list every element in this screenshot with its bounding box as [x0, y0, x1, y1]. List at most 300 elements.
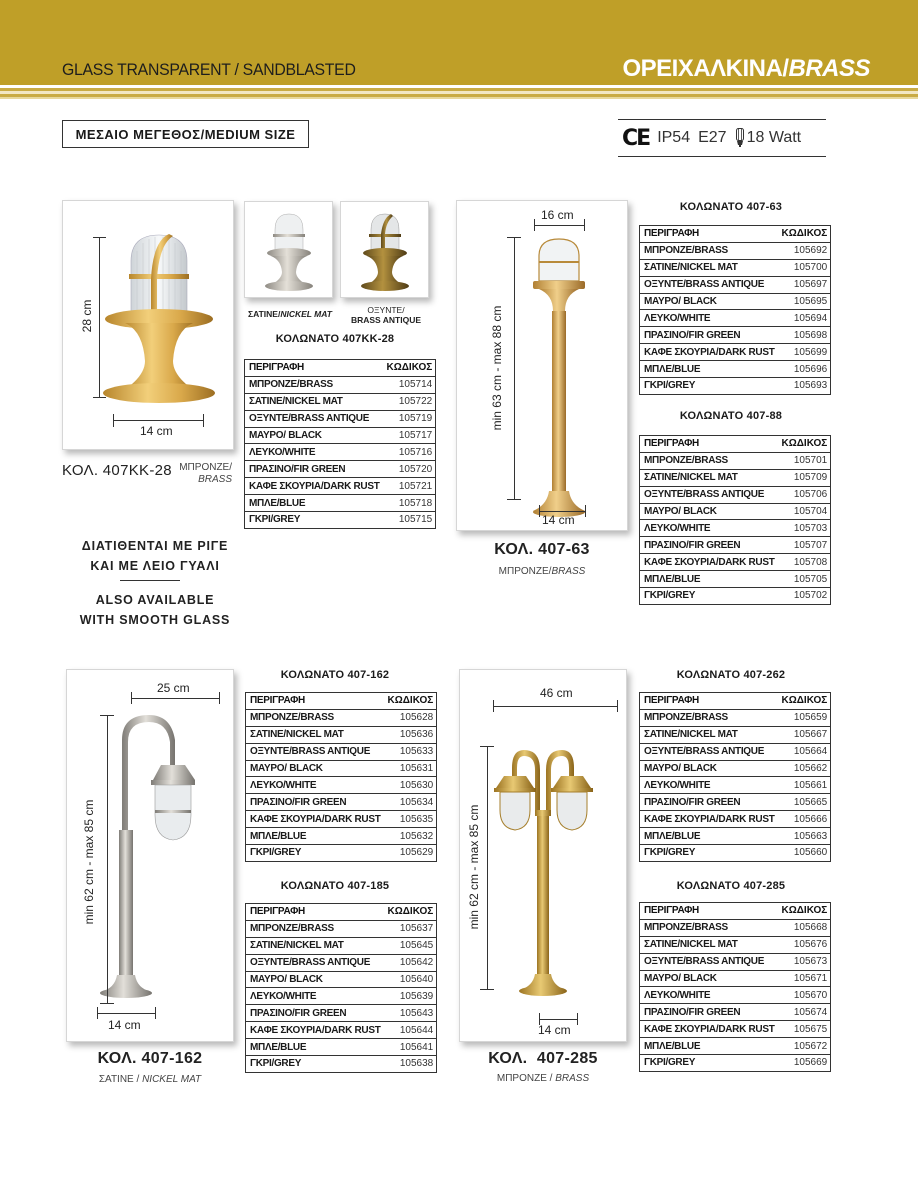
- finish-description: ΜΠΛΕ/BLUE: [245, 495, 383, 512]
- table-row: [640, 811, 831, 828]
- wattage: 18 Watt: [746, 129, 802, 146]
- ip-rating: IP54: [657, 129, 691, 146]
- column-header-code: ΚΩΔΙΚΟΣ: [387, 906, 434, 918]
- product-code: 105701: [778, 452, 831, 469]
- column-header-description: ΠΕΡΙΓΡΑΦΗ: [644, 695, 699, 707]
- product-code: 105663: [778, 828, 831, 845]
- note-divider: [120, 580, 180, 581]
- product-code: 105637: [384, 920, 437, 937]
- table-row: [246, 726, 437, 743]
- finish-description: ΛΕΥΚΟ/WHITE: [246, 777, 384, 794]
- product-code: 105643: [384, 1005, 437, 1022]
- product-photo-407-285: [459, 669, 627, 1042]
- product-code: 105665: [778, 794, 831, 811]
- dim-tick: [203, 414, 204, 427]
- finish-description: ΛΕΥΚΟ/WHITE: [640, 987, 778, 1004]
- product-code: 105635: [384, 811, 437, 828]
- lamp-407-285-image: [460, 670, 628, 1043]
- product-code: 105695: [778, 293, 831, 310]
- product-code: 105692: [778, 242, 831, 259]
- finish-description: ΜΑΥΡΟ/ BLACK: [640, 970, 778, 987]
- product-code: 105704: [778, 503, 831, 520]
- finish-description: ΠΡΑΣΙΝΟ/FIR GREEN: [640, 327, 778, 344]
- finish-label-407-63: [456, 566, 628, 577]
- finish-description: ΚΑΦΕ ΣΚΟΥΡΙΑ/DARK RUST: [640, 344, 778, 361]
- dim-tick: [480, 989, 494, 990]
- table-row: [246, 760, 437, 777]
- product-code: 105659: [778, 709, 831, 726]
- finish-description: ΜΠΡΟΝΖΕ/BRASS: [640, 919, 778, 936]
- table-row: [246, 777, 437, 794]
- product-code: 105694: [778, 310, 831, 327]
- dim-tick: [584, 219, 585, 231]
- product-code: 105629: [384, 845, 437, 862]
- width-dimension-label: 46 cm: [540, 686, 573, 700]
- finish-description: ΠΡΑΣΙΝΟ/FIR GREEN: [246, 794, 384, 811]
- finish-description: ΜΑΥΡΟ/ BLACK: [640, 503, 778, 520]
- table-header-row: [245, 360, 436, 377]
- finish-description: ΜΑΥΡΟ/ BLACK: [246, 971, 384, 988]
- product-code: 105628: [384, 709, 437, 726]
- product-code: 105662: [778, 760, 831, 777]
- table-row: [640, 554, 831, 571]
- column-header-description: ΠΕΡΙΓΡΑΦΗ: [644, 438, 699, 450]
- finish-description: ΠΡΑΣΙΝΟ/FIR GREEN: [640, 1004, 778, 1021]
- dim-tick: [617, 700, 618, 712]
- finish-description: ΟΞΥΝΤΕ/BRASS ANTIQUE: [640, 486, 778, 503]
- dim-tick: [534, 219, 535, 231]
- table-row: [246, 811, 437, 828]
- dim-tick: [507, 499, 521, 500]
- product-code: 105716: [383, 444, 436, 461]
- table-row: [245, 427, 436, 444]
- finish-description: ΜΠΛΕ/BLUE: [640, 571, 778, 588]
- product-code: 105638: [384, 1056, 437, 1073]
- finish-description: ΜΠΡΟΝΖΕ/BRASS: [246, 709, 384, 726]
- table-row: [640, 469, 831, 486]
- code-table-407-88: [639, 435, 831, 605]
- table-row: [640, 276, 831, 293]
- table-row: [640, 760, 831, 777]
- table-header-row: [640, 903, 831, 920]
- energy-saving-bulb-icon: [735, 128, 745, 148]
- column-header-code: ΚΩΔΙΚΟΣ: [781, 905, 828, 917]
- finish-description: ΜΠΛΕ/BLUE: [640, 828, 778, 845]
- table-row: [640, 726, 831, 743]
- finish-description: ΣΑΤΙΝΕ/NICKEL MAT: [640, 259, 778, 276]
- note-line: ΔΙΑΤΙΘΕΝΤΑΙ ΜΕ ΡΙΓΕ: [81, 539, 229, 553]
- width-dimension-line: [493, 706, 617, 707]
- table-row: [246, 794, 437, 811]
- finish-label-407kk-28: [174, 462, 232, 486]
- column-header-code: ΚΩΔΙΚΟΣ: [781, 228, 828, 240]
- product-code: 105634: [384, 794, 437, 811]
- table-row: [640, 1004, 831, 1021]
- finish-description: ΜΑΥΡΟ/ BLACK: [245, 427, 383, 444]
- column-header-description: ΠΕΡΙΓΡΑΦΗ: [250, 695, 305, 707]
- finish-description: ΜΠΛΕ/BLUE: [246, 1039, 384, 1056]
- product-code: 105671: [778, 970, 831, 987]
- product-code: 105645: [384, 937, 437, 954]
- model-label-407kk-28: ΚΟΛ. 407ΚΚ-28: [62, 462, 172, 479]
- finish-label-407-162: [66, 1074, 234, 1085]
- table-row: [245, 444, 436, 461]
- table-title-407-162: ΚΟΛΩΝΑΤΟ 407-162: [280, 669, 390, 681]
- finish-greek: ΜΠΡΟΝΖΕ /: [496, 1073, 556, 1084]
- table-row: [246, 1022, 437, 1039]
- product-code: 105706: [778, 486, 831, 503]
- table-header-row: [640, 436, 831, 453]
- finish-description: ΣΑΤΙΝΕ/NICKEL MAT: [246, 937, 384, 954]
- finish-description: ΚΑΦΕ ΣΚΟΥΡΙΑ/DARK RUST: [640, 1021, 778, 1038]
- finish-description: ΠΡΑΣΙΝΟ/FIR GREEN: [246, 1005, 384, 1022]
- table-row: [246, 1056, 437, 1073]
- finish-description: ΠΡΑΣΙΝΟ/FIR GREEN: [245, 461, 383, 478]
- table-row: [640, 794, 831, 811]
- dim-tick: [97, 1007, 98, 1019]
- table-title-407-185: ΚΟΛΩΝΑΤΟ 407-185: [280, 880, 390, 892]
- variant-greek: ΟΞΥΝΤΕ/: [367, 305, 405, 315]
- finish-description: ΣΑΤΙΝΕ/NICKEL MAT: [640, 726, 778, 743]
- table-row: [640, 987, 831, 1004]
- size-label: ΜΕΣΑΙΟ ΜΕΓΕΘΟΣ/MEDIUM SIZE: [62, 120, 309, 148]
- table-row: [245, 461, 436, 478]
- dim-tick: [493, 700, 494, 712]
- product-code: 105670: [778, 987, 831, 1004]
- finish-description: ΣΑΤΙΝΕ/NICKEL MAT: [640, 936, 778, 953]
- finish-description: ΟΞΥΝΤΕ/BRASS ANTIQUE: [640, 276, 778, 293]
- glass-availability-note-english: [60, 590, 250, 630]
- product-code: 105636: [384, 726, 437, 743]
- table-row: [640, 936, 831, 953]
- finish-description: ΓΚΡΙ/GREY: [640, 1055, 778, 1072]
- finish-description: ΠΡΑΣΙΝΟ/FIR GREEN: [640, 794, 778, 811]
- table-row: [640, 452, 831, 469]
- finish-description: ΓΚΡΙ/GREY: [246, 845, 384, 862]
- table-row: [246, 1039, 437, 1056]
- width-dimension-line: [534, 225, 584, 226]
- table-title-407-262: ΚΟΛΩΝΑΤΟ 407-262: [676, 669, 786, 681]
- finish-description: ΚΑΦΕ ΣΚΟΥΡΙΑ/DARK RUST: [640, 811, 778, 828]
- finish-description: ΜΠΡΟΝΖΕ/BRASS: [246, 920, 384, 937]
- product-code: 105707: [778, 537, 831, 554]
- product-code: 105640: [384, 971, 437, 988]
- height-dimension-label: min 62 cm - max 85 cm: [467, 804, 481, 930]
- product-code: 105639: [384, 988, 437, 1005]
- table-row: [246, 920, 437, 937]
- table-row: [640, 242, 831, 259]
- code-table-407kk-28: [244, 359, 436, 529]
- base-dimension-line: [539, 1019, 577, 1020]
- dim-tick: [131, 692, 132, 704]
- variant-caption-antique: [338, 305, 434, 325]
- finish-description: ΛΕΥΚΟ/WHITE: [245, 444, 383, 461]
- column-header-description: ΠΕΡΙΓΡΑΦΗ: [644, 905, 699, 917]
- product-code: 105702: [778, 588, 831, 605]
- column-header-code: ΚΩΔΙΚΟΣ: [781, 695, 828, 707]
- finish-english: BRASS: [555, 1073, 590, 1084]
- table-row: [640, 588, 831, 605]
- dim-tick: [93, 237, 106, 238]
- socket-type: E27: [698, 129, 727, 146]
- dim-tick: [93, 397, 106, 398]
- product-code: 105642: [384, 954, 437, 971]
- product-code: 105644: [384, 1022, 437, 1039]
- column-header-code: ΚΩΔΙΚΟΣ: [386, 362, 433, 374]
- dim-tick: [100, 715, 114, 716]
- base-dimension-line: [539, 511, 585, 512]
- table-row: [246, 1005, 437, 1022]
- product-code: 105661: [778, 777, 831, 794]
- product-code: 105641: [384, 1039, 437, 1056]
- model-label-407-285: ΚΟΛ. 407-285: [488, 1050, 598, 1067]
- lamp-antique-variant-image: [341, 202, 430, 299]
- dim-tick: [100, 1003, 114, 1004]
- table-row: [640, 537, 831, 554]
- table-header-row: [246, 904, 437, 921]
- variant-english: NICKEL MAT: [280, 309, 332, 319]
- table-row: [245, 512, 436, 529]
- column-header-code: ΚΩΔΙΚΟΣ: [387, 695, 434, 707]
- product-code: 105709: [778, 469, 831, 486]
- note-line: ΚΑΙ ΜΕ ΛΕΙΟ ΓΥΑΛΙ: [90, 559, 220, 573]
- product-code: 105714: [383, 376, 436, 393]
- table-row: [640, 1021, 831, 1038]
- dim-tick: [585, 505, 586, 517]
- variant-photo-brass-antique: [340, 201, 429, 298]
- finish-description: ΟΞΥΝΤΕ/BRASS ANTIQUE: [246, 743, 384, 760]
- height-dimension-label: 28 cm: [80, 299, 94, 333]
- product-code: 105708: [778, 554, 831, 571]
- finish-description: ΜΠΡΟΝΖΕ/BRASS: [640, 242, 778, 259]
- table-row: [246, 828, 437, 845]
- column-header-code: ΚΩΔΙΚΟΣ: [781, 438, 828, 450]
- table-row: [640, 259, 831, 276]
- lamp-407-63-image: [457, 201, 629, 532]
- product-code: 105660: [778, 845, 831, 862]
- glass-availability-note-greek: [60, 536, 250, 576]
- product-code: 105664: [778, 743, 831, 760]
- dim-tick: [539, 505, 540, 517]
- finish-description: ΚΑΦΕ ΣΚΟΥΡΙΑ/DARK RUST: [640, 554, 778, 571]
- base-dimension-label: 14 cm: [538, 1023, 571, 1037]
- finish-description: ΜΠΛΕ/BLUE: [640, 361, 778, 378]
- category-english: BRASS: [788, 55, 870, 82]
- product-code: 105676: [778, 936, 831, 953]
- product-code: 105722: [383, 393, 436, 410]
- finish-english: BRASS: [551, 566, 586, 577]
- product-code: 105718: [383, 495, 436, 512]
- category-greek: ΟΡΕΙΧΑΛΚΙΝΑ/: [622, 55, 789, 82]
- dim-tick: [577, 1013, 578, 1025]
- table-row: [246, 937, 437, 954]
- product-code: 105675: [778, 1021, 831, 1038]
- product-code: 105697: [778, 276, 831, 293]
- code-table-407-185: [245, 903, 437, 1073]
- base-dimension-line: [113, 420, 203, 421]
- finish-description: ΛΕΥΚΟ/WHITE: [640, 777, 778, 794]
- table-row: [640, 777, 831, 794]
- dim-tick: [113, 414, 114, 427]
- product-code: 105699: [778, 344, 831, 361]
- table-row: [245, 478, 436, 495]
- note-line: WITH SMOOTH GLASS: [79, 613, 231, 627]
- table-row: [246, 743, 437, 760]
- ce-mark-icon: CE: [622, 125, 650, 151]
- finish-english: BRASS: [198, 474, 232, 485]
- width-dimension-label: 25 cm: [157, 681, 190, 695]
- page-header: [0, 0, 918, 85]
- table-row: [640, 503, 831, 520]
- variant-caption-nickel: [242, 309, 338, 319]
- product-code: 105717: [383, 427, 436, 444]
- header-stripe: [0, 97, 918, 99]
- product-code: 105673: [778, 953, 831, 970]
- dim-tick: [507, 237, 521, 238]
- table-row: [246, 988, 437, 1005]
- finish-description: ΜΠΡΟΝΖΕ/BRASS: [245, 376, 383, 393]
- product-code: 105696: [778, 361, 831, 378]
- finish-description: ΣΑΤΙΝΕ/NICKEL MAT: [640, 469, 778, 486]
- product-code: 105674: [778, 1004, 831, 1021]
- finish-description: ΓΚΡΙ/GREY: [640, 378, 778, 395]
- finish-description: ΛΕΥΚΟ/WHITE: [640, 520, 778, 537]
- product-code: 105667: [778, 726, 831, 743]
- product-code: 105632: [384, 828, 437, 845]
- product-code: 105633: [384, 743, 437, 760]
- finish-description: ΜΠΛΕ/BLUE: [640, 1038, 778, 1055]
- table-row: [640, 743, 831, 760]
- finish-greek: ΜΠΡΟΝΖΕ/: [179, 462, 232, 473]
- product-code: 105700: [778, 259, 831, 276]
- height-dimension-line: [487, 746, 488, 989]
- finish-description: ΠΡΑΣΙΝΟ/FIR GREEN: [640, 537, 778, 554]
- table-row: [640, 327, 831, 344]
- spec-bar: [618, 119, 826, 157]
- table-row: [640, 571, 831, 588]
- table-row: [640, 919, 831, 936]
- finish-description: ΜΑΥΡΟ/ BLACK: [640, 293, 778, 310]
- product-code: 105715: [383, 512, 436, 529]
- product-code: 105669: [778, 1055, 831, 1072]
- height-dimension-line: [107, 715, 108, 1003]
- table-row: [640, 953, 831, 970]
- table-row: [245, 393, 436, 410]
- product-code: 105721: [383, 478, 436, 495]
- model-label-407-63: ΚΟΛ. 407-63: [494, 541, 590, 558]
- finish-description: ΟΞΥΝΤΕ/BRASS ANTIQUE: [640, 953, 778, 970]
- finish-description: ΓΚΡΙ/GREY: [246, 1056, 384, 1073]
- variant-photo-nickel-mat: [244, 201, 333, 298]
- table-title-407-285: ΚΟΛΩΝΑΤΟ 407-285: [676, 880, 786, 892]
- product-code: 105703: [778, 520, 831, 537]
- note-line: ALSO AVAILABLE: [95, 593, 215, 607]
- finish-description: ΚΑΦΕ ΣΚΟΥΡΙΑ/DARK RUST: [246, 1022, 384, 1039]
- column-header-description: ΠΕΡΙΓΡΑΦΗ: [250, 906, 305, 918]
- product-code: 105631: [384, 760, 437, 777]
- table-title-407kk-28: ΚΟΛΩΝΑΤΟ 407ΚΚ-28: [275, 333, 395, 345]
- finish-description: ΓΚΡΙ/GREY: [245, 512, 383, 529]
- product-code: 105693: [778, 378, 831, 395]
- product-code: 105698: [778, 327, 831, 344]
- finish-description: ΛΕΥΚΟ/WHITE: [640, 310, 778, 327]
- table-row: [640, 310, 831, 327]
- product-photo-407-162: [66, 669, 234, 1042]
- finish-description: ΜΠΛΕ/BLUE: [246, 828, 384, 845]
- finish-description: ΟΞΥΝΤΕ/BRASS ANTIQUE: [245, 410, 383, 427]
- finish-description: ΟΞΥΝΤΕ/BRASS ANTIQUE: [246, 954, 384, 971]
- product-code: 105705: [778, 571, 831, 588]
- table-row: [640, 828, 831, 845]
- finish-description: ΣΑΤΙΝΕ/NICKEL MAT: [245, 393, 383, 410]
- width-dimension-line: [131, 698, 219, 699]
- height-dimension-line: [514, 237, 515, 499]
- height-dimension-line: [99, 237, 100, 397]
- height-dimension-label: min 63 cm - max 88 cm: [490, 305, 504, 431]
- variant-greek: ΣΑΤΙΝΕ/: [248, 309, 281, 319]
- finish-description: ΛΕΥΚΟ/WHITE: [246, 988, 384, 1005]
- table-header-row: [640, 693, 831, 710]
- base-dimension-line: [97, 1013, 155, 1014]
- model-label-407-162: ΚΟΛ. 407-162: [97, 1050, 203, 1067]
- finish-greek: ΣΑΤΙΝΕ /: [98, 1074, 143, 1085]
- product-photo-407-63: [456, 200, 628, 531]
- base-dimension-label: 14 cm: [140, 424, 173, 438]
- base-dimension-label: 14 cm: [542, 513, 575, 527]
- finish-description: ΓΚΡΙ/GREY: [640, 588, 778, 605]
- product-code: 105630: [384, 777, 437, 794]
- table-header-row: [640, 226, 831, 243]
- table-title-407-63: ΚΟΛΩΝΑΤΟ 407-63: [679, 201, 783, 213]
- table-row: [246, 845, 437, 862]
- finish-greek: ΜΠΡΟΝΖΕ/: [498, 566, 552, 577]
- table-row: [246, 971, 437, 988]
- table-row: [246, 709, 437, 726]
- code-table-407-63: [639, 225, 831, 395]
- table-row: [640, 709, 831, 726]
- dim-tick: [480, 746, 494, 747]
- finish-description: ΣΑΤΙΝΕ/NICKEL MAT: [246, 726, 384, 743]
- column-header-description: ΠΕΡΙΓΡΑΦΗ: [249, 362, 304, 374]
- finish-description: ΜΠΡΟΝΖΕ/BRASS: [640, 709, 778, 726]
- finish-description: ΜΑΥΡΟ/ BLACK: [640, 760, 778, 777]
- finish-description: ΚΑΦΕ ΣΚΟΥΡΙΑ/DARK RUST: [246, 811, 384, 828]
- width-dimension-label: 16 cm: [541, 208, 574, 222]
- code-table-407-162: [245, 692, 437, 862]
- table-row: [640, 361, 831, 378]
- table-row: [640, 845, 831, 862]
- table-row: [640, 344, 831, 361]
- product-code: 105666: [778, 811, 831, 828]
- code-table-407-262: [639, 692, 831, 862]
- table-header-row: [246, 693, 437, 710]
- finish-description: ΟΞΥΝΤΕ/BRASS ANTIQUE: [640, 743, 778, 760]
- table-row: [640, 378, 831, 395]
- table-row: [640, 520, 831, 537]
- product-photo-407kk-28: [62, 200, 234, 450]
- table-row: [245, 376, 436, 393]
- code-table-407-285: [639, 902, 831, 1072]
- table-row: [640, 1038, 831, 1055]
- variant-english: BRASS ANTIQUE: [350, 315, 422, 325]
- base-dimension-label: 14 cm: [108, 1018, 141, 1032]
- finish-label-407-285: [459, 1073, 627, 1084]
- table-row: [640, 293, 831, 310]
- product-code: 105672: [778, 1038, 831, 1055]
- finish-description: ΜΠΡΟΝΖΕ/BRASS: [640, 452, 778, 469]
- dim-tick: [155, 1007, 156, 1019]
- header-subtitle: GLASS TRANSPARENT / SANDBLASTED: [62, 60, 356, 79]
